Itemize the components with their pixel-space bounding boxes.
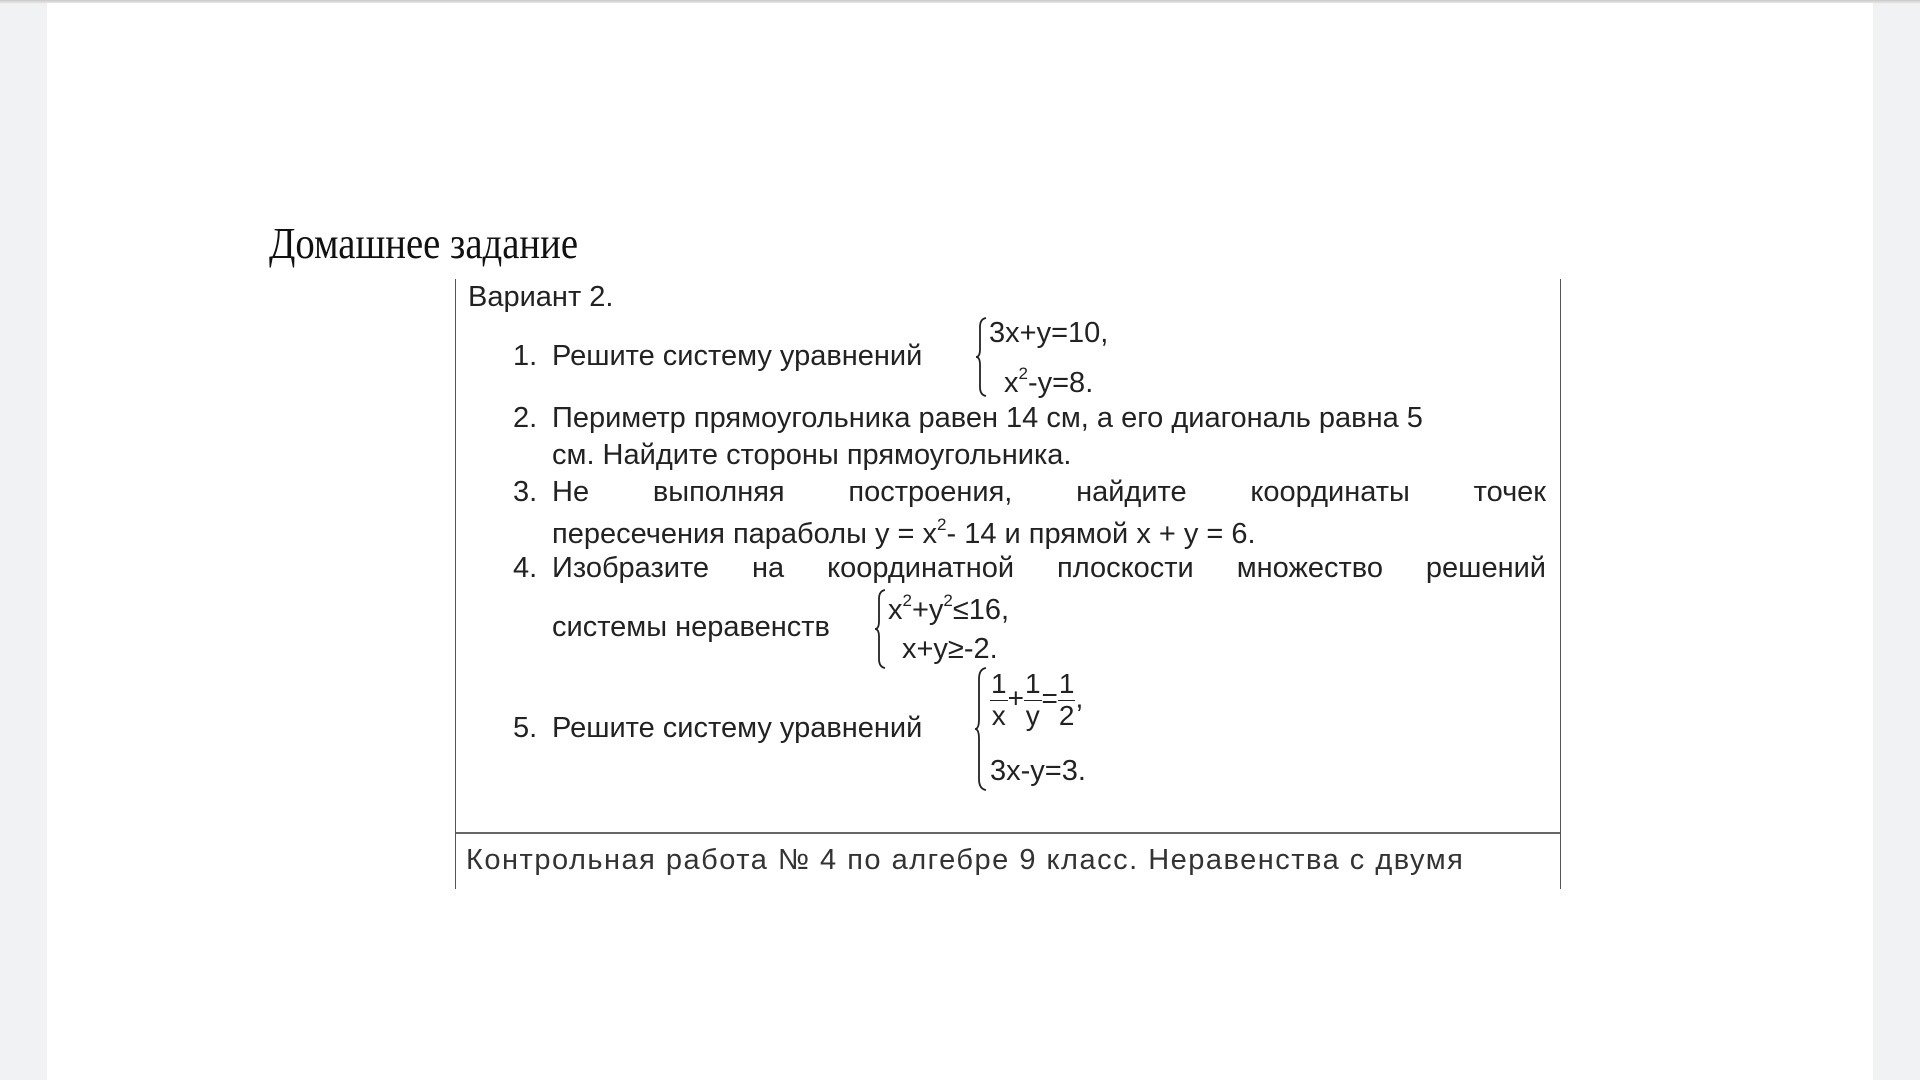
variant-label: Вариант 2. — [468, 281, 614, 313]
task-image — [455, 279, 1561, 889]
task-1-text: Решите систему уравнений — [552, 340, 923, 372]
task-5-number: 5. — [513, 712, 538, 744]
task-3-line2: пересечения параболы $y = x^2-$ 14 и прямой x + y = 6. — [552, 515, 1256, 550]
next-section-title: Контрольная работа № 4 по алгебре 9 класс. Неравенства с двумя — [466, 844, 1465, 876]
task-4-ineq1: $x^2+y^2\le 16$, — [888, 591, 1010, 626]
task-4-number: 4. — [513, 552, 538, 584]
task-5-eq2: 3x-y=3. — [990, 755, 1086, 787]
task-4-line2: системы неравенств — [552, 611, 830, 643]
task-4-ineq2: x+y≥-2. — [902, 633, 998, 665]
task-3-line1: Не выполняя построения, найдите координаты точек — [552, 476, 1546, 508]
brace-icon — [874, 589, 886, 669]
page-title: Домашнее задание — [269, 219, 579, 268]
task-1-number: 1. — [513, 340, 538, 372]
task-3-number: 3. — [513, 476, 538, 508]
divider — [456, 832, 1560, 834]
task-2-line2: см. Найдите стороны прямоугольника. — [552, 439, 1072, 471]
brace-icon — [975, 317, 987, 397]
task-2-line1: Периметр прямоугольника равен 14 см, а его диагональ равна 5 — [552, 402, 1423, 434]
task-1-eq2: $x^2-y=8$. — [1004, 364, 1094, 399]
task-5-eq1: $\frac{1}{x}$ + $\frac{1}{y}$ = $\frac{1}{2}$ , — [991, 668, 1084, 731]
brace-icon — [974, 667, 987, 791]
task-4-line1: Изобразите на координатной плоскости множество решений — [552, 552, 1546, 584]
task-5-text: Решите систему уравнений — [552, 712, 923, 744]
task-2-number: 2. — [513, 402, 538, 434]
task-1-eq1: 3x+y=10, — [989, 317, 1109, 349]
